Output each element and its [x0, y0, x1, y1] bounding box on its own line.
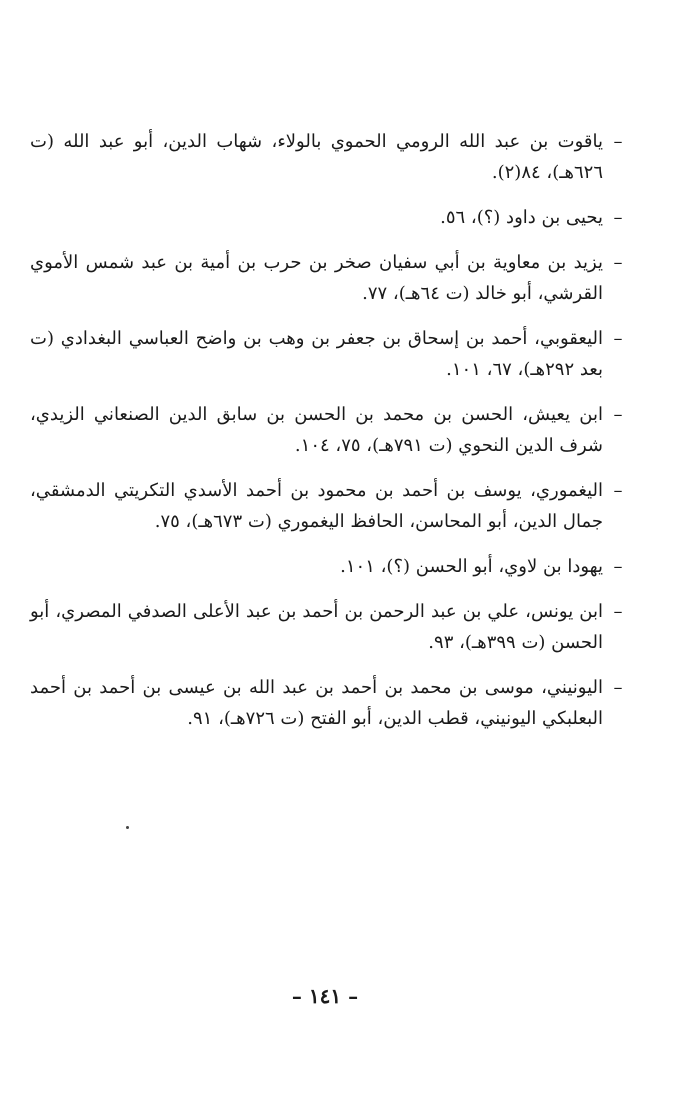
entry-dash: –	[613, 480, 623, 501]
entry-dash: –	[613, 252, 623, 273]
entry-text: يحيى بن داود (؟)، ٥٦.	[440, 207, 603, 228]
index-entry-ibn-yunus	[30, 596, 625, 658]
entry-dash: –	[613, 131, 623, 152]
stray-dot-mark	[126, 826, 129, 829]
index-entry-yazid	[30, 247, 625, 309]
index-entry-yunini	[30, 672, 625, 734]
index-entry-yaqubi	[30, 323, 625, 385]
index-entry-yaqut	[30, 126, 625, 188]
entry-text: يزيد بن معاوية بن أبي سفيان صخر بن حرب بن أمية بن عبد شمس الأموي القرشي، أبو خالد (ت ٦٤هـ)، ٧٧.	[30, 252, 603, 304]
index-entry-yahya	[30, 202, 625, 233]
index-entry-yahuda	[30, 551, 625, 582]
index-list	[30, 126, 625, 748]
entry-dash: –	[613, 404, 623, 425]
entry-text: ابن يعيش، الحسن بن محمد بن الحسن بن سابق الدين الصنعاني الزيدي، شرف الدين النحوي (ت ٧٩١هـ)، ٧٥، ١٠٤.	[30, 404, 603, 456]
entry-dash: –	[613, 207, 623, 228]
entry-dash: –	[613, 556, 623, 577]
entry-text: يهودا بن لاوي، أبو الحسن (؟)، ١٠١.	[340, 556, 603, 577]
entry-text: اليونيني، موسى بن محمد بن أحمد بن عبد الله بن عيسى بن أحمد بن أحمد البعلبكي اليونيني، قطب الدين، أبو الفتح (ت ٧٢٦هـ)، ٩١.	[30, 677, 603, 729]
entry-dash: –	[613, 601, 623, 622]
entry-text: ياقوت بن عبد الله الرومي الحموي بالولاء، شهاب الدين، أبو عبد الله (ت ٦٢٦هـ)، ٨٤(٢).	[30, 131, 603, 183]
page-number: – ١٤١ –	[291, 984, 359, 1008]
index-entry-yaghmuri	[30, 475, 625, 537]
entry-dash: –	[613, 328, 623, 349]
entry-text: اليعقوبي، أحمد بن إسحاق بن جعفر بن وهب بن واضح العباسي البغدادي (ت بعد ٢٩٢هـ)، ٦٧، ١٠١.	[30, 328, 603, 380]
entry-text: اليغموري، يوسف بن أحمد بن محمود بن أحمد الأسدي التكريتي الدمشقي، جمال الدين، أبو المحاسن، الحافظ اليغموري (ت ٦٧٣هـ)، ٧٥.	[30, 480, 603, 532]
index-entry-ibn-yaish	[30, 399, 625, 461]
entry-text: ابن يونس، علي بن عبد الرحمن بن أحمد بن عبد الأعلى الصدفي المصري، أبو الحسن (ت ٣٩٩هـ)، ٩٣.	[30, 601, 603, 653]
entry-dash: –	[613, 677, 623, 698]
